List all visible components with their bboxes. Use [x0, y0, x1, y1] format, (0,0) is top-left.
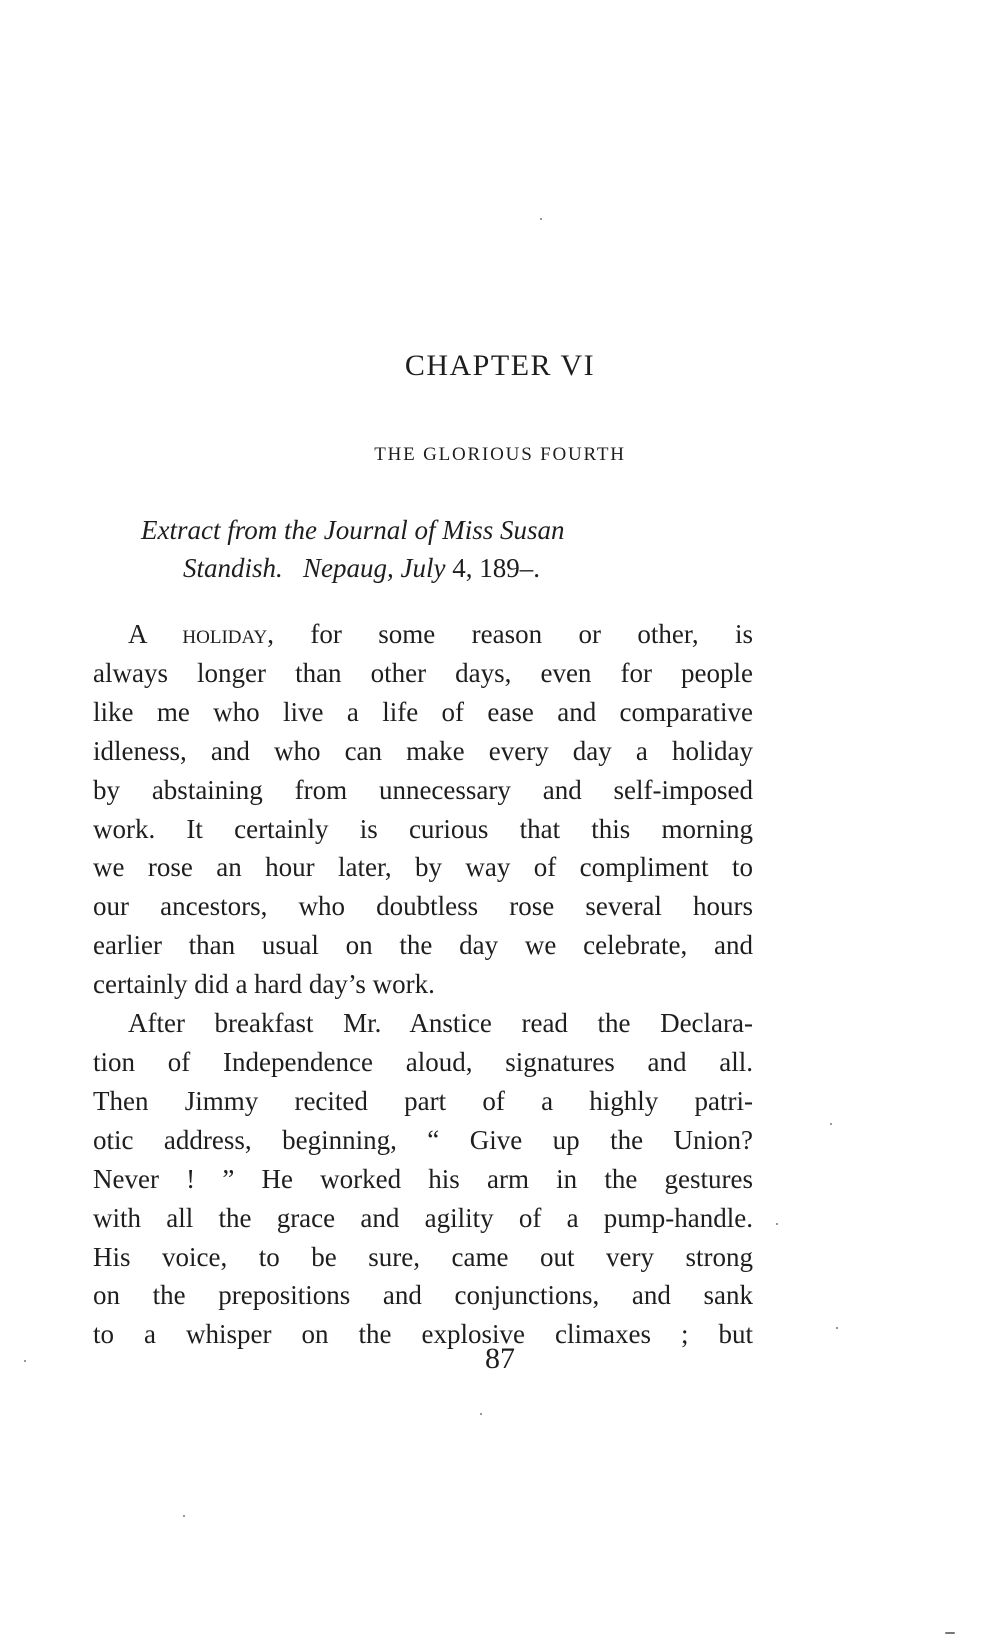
text-line: on the prepositions and conjunctions, and sank — [93, 1280, 753, 1311]
scan-speck — [945, 1632, 955, 1634]
opening-words: A holiday, — [128, 619, 274, 649]
text-line-content: for some reason or other, is — [310, 619, 753, 649]
epigraph-year: 4, 189–. — [452, 553, 540, 583]
text-line: idleness, and who can make every day a holiday — [93, 735, 753, 766]
epigraph-line-2 — [141, 549, 841, 587]
epigraph-line-1-text: Extract from the Journal of Miss Susan — [141, 515, 565, 545]
epigraph-line-1 — [141, 511, 841, 549]
body-text — [93, 615, 753, 1354]
page-number: 87 — [485, 1342, 515, 1375]
text-line: earlier than usual on the day we celebrate, and — [93, 930, 753, 961]
chapter-title: CHAPTER VI — [404, 349, 596, 382]
text-line: to a whisper on the explosive climaxes ; but — [93, 1319, 753, 1350]
scan-speck — [183, 1515, 185, 1517]
scan-speck — [24, 1360, 26, 1362]
text-line: like me who live a life of ease and comparative — [93, 696, 753, 727]
chapter-subtitle: THE GLORIOUS FOURTH — [374, 444, 626, 465]
scan-speck — [830, 1123, 832, 1125]
scan-speck — [540, 218, 542, 220]
text-line: tion of Independence aloud, signatures and all. — [93, 1046, 753, 1077]
text-line: by abstaining from unnecessary and self-imposed — [93, 774, 753, 805]
paragraph-2 — [93, 1004, 753, 1354]
text-line: His voice, to be sure, came out very strong — [93, 1241, 753, 1272]
text-line: Never ! ” He worked his arm in the gestures — [93, 1163, 753, 1194]
text-line: After breakfast Mr. Anstice read the Declara- — [128, 1008, 753, 1039]
scan-speck — [776, 1223, 778, 1225]
epigraph-author-surname: Standish. — [183, 553, 283, 583]
text-line: certainly did a hard day’s work. — [93, 969, 435, 1000]
text-line: our ancestors, who doubtless rose several hours — [93, 891, 753, 922]
text-line: we rose an hour later, by way of compliment to — [93, 852, 753, 883]
text-line: Then Jimmy recited part of a highly patri- — [93, 1085, 753, 1116]
scan-speck — [480, 1413, 482, 1415]
journal-extract-heading — [141, 511, 841, 587]
text-line: with all the grace and agility of a pump-handle. — [93, 1202, 753, 1233]
text-line — [93, 615, 753, 654]
scan-speck — [836, 1327, 838, 1329]
paragraph-1 — [93, 615, 753, 1004]
epigraph-place-date: Nepaug, July — [303, 553, 446, 583]
text-line: always longer than other days, even for people — [93, 657, 753, 688]
text-line: work. It certainly is curious that this morning — [93, 813, 753, 844]
text-line: otic address, beginning, “ Give up the Union? — [93, 1124, 753, 1155]
